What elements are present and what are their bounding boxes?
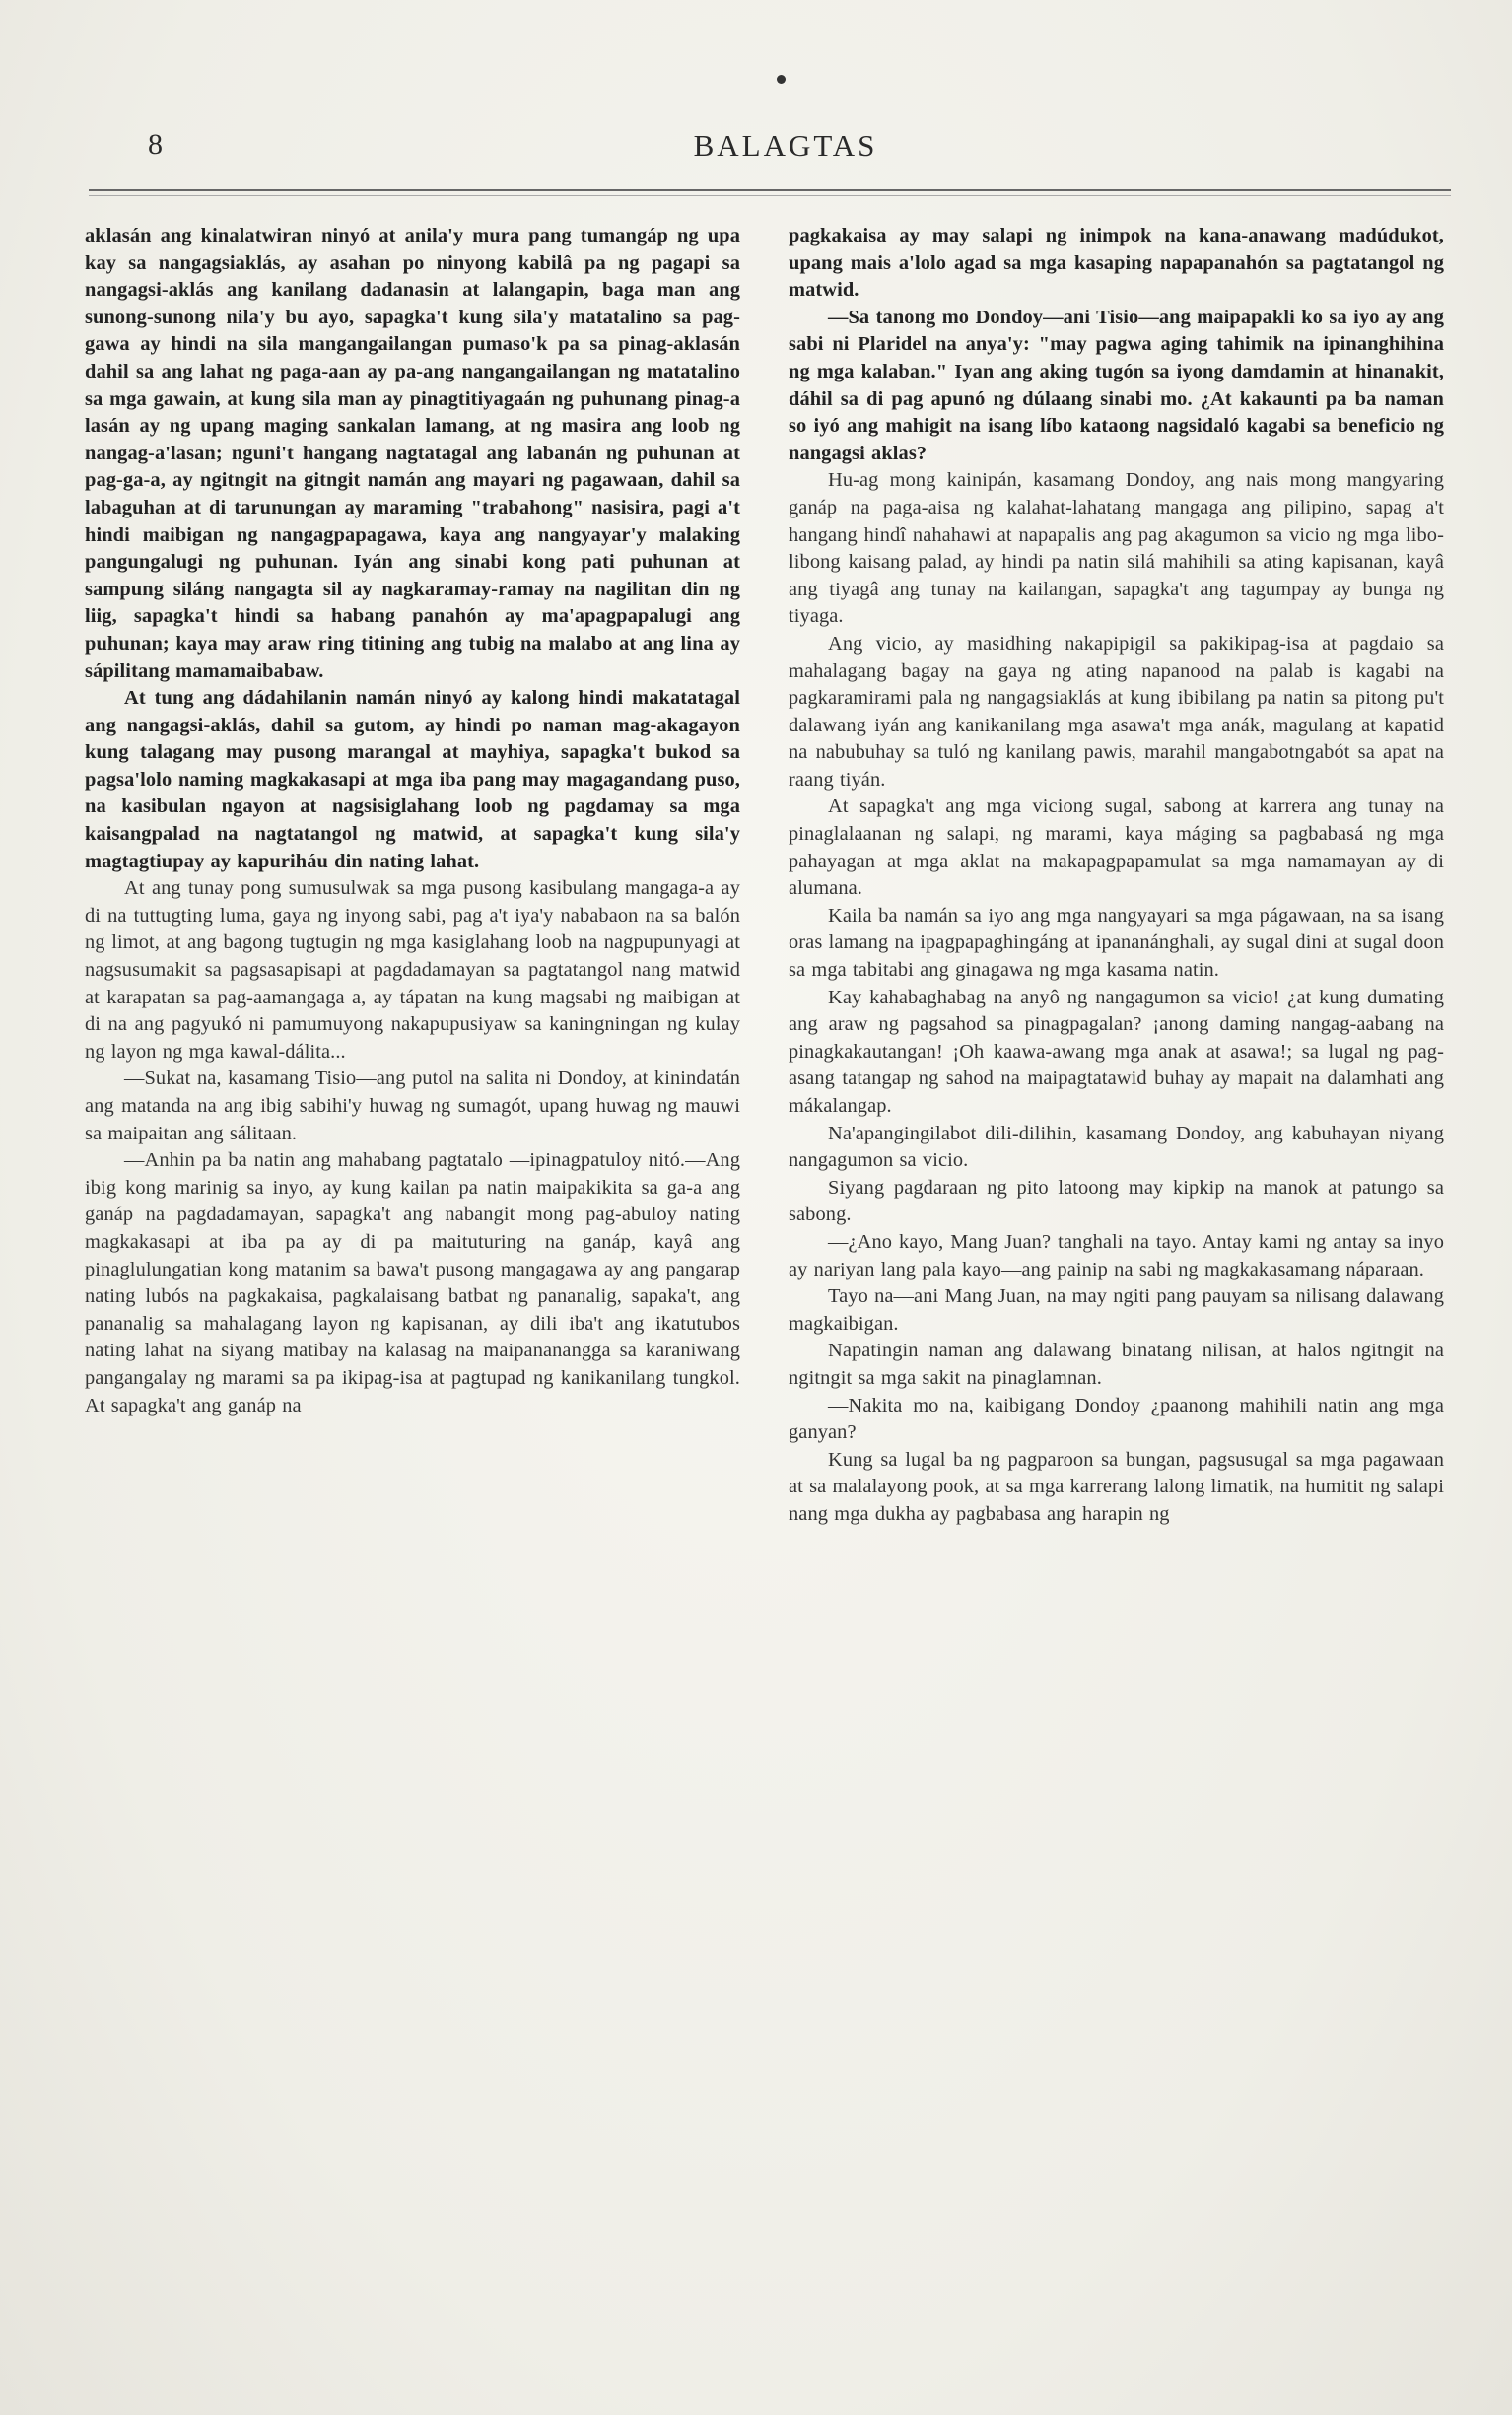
page-header: [148, 122, 1423, 172]
paragraph: —¿Ano kayo, Mang Juan? tanghali na tayo. Antay kami ng antay sa inyo ay nariyan lang pala kayo—ang painip na sabi ng magkakasamang náparaan.: [789, 1230, 1444, 1280]
paragraph: pagkakaisa ay may salapi ng inimpok na kana-anawang madúdukot, upang mais a'lolo agad sa mga kasaping napapanahón sa pagtatangol ng matwid.: [789, 225, 1444, 302]
paragraph: At sapagka't ang mga viciong sugal, sabong at karrera ang tunay na pinaglalaanan ng salapi, ng marami, kaya máging sa pagbabasá ng mga pahayagan at mga aklat na makapagpapamulat sa mga namamayan ay di alumana.: [789, 795, 1444, 900]
left-column: [85, 223, 740, 1419]
page-number: 8: [148, 128, 164, 161]
header-rule-thin: [89, 195, 1451, 196]
right-column: [789, 223, 1444, 1529]
paragraph: Kaila ba namán sa iyo ang mga nangyayari sa mga págawaan, na sa isang oras lamang na ipagpapaghingáng at ipananánghali, ay sugal dini at sugal doon sa mga tabitabi ang ginagawa ng mga kasama natin.: [789, 904, 1444, 982]
paragraph: aklasán ang kinalatwiran ninyó at anila'y mura pang tumangáp ng upa kay sa nangagsiaklás, ay asahan po ninyong kabilâ pa ng pagapi sa nangagsi-aklás ang kanilang dadanasin at lalangapin, baga man ang sunong-sunong nila'y bu ayo, sapagka't kung sila'y matatalino sa pag-gawa ay hindi na sila mangangailangan pumaso'k pa sa pinag-aklasán dahil sa ang lahat ng paga-aan ay pa-ang nangangailangan ng matatalino sa mga gawain, at kung sila man ay pinagtitiyagaán ng puhunang pinag-a lasán ay ng upang maging sankalan lamang, at ng masira ang loob ng nangag-a'lasan; nguni't hangang nagtatagal ang labanán ng puhunan at pag-ga-a, ay ngitngit na gitngit namán ang mayari ng pagawaan, dahil sa labaguhan at di tarunungan ay maraming "trabahong" nasisira, pagi a't hindi maibigan ng nangagpapagawa, kaya ang nangyayar'y malaking pangungalugi ng puhunan. Iyán ang sinabi kong pati puhunan at sampung siláng nangagta sil ay nagkaramay-ramay na nagilitan din ng liig, sapagka't hindi sa habang panahón ay ma'apagpapalugi ang puhunan; kaya may araw ring titining ang tubig na malabo at ang lina ay sápilitang mamamaibabaw.: [85, 225, 740, 682]
paragraph: Siyang pagdaraan ng pito latoong may kipkip na manok at patungo sa sabong.: [789, 1176, 1444, 1226]
paragraph: At ang tunay pong sumusulwak sa mga pusong kasibulang mangaga-a ay di na tuttugting luma, gaya ng inyong sabi, pag a't iya'y nababaon na sa balón ng limot, at ang bagong tugtugin ng mga kasiglahang loob na nagpupunyagi at nagsusumakit sa pagsasapisapi at pagdadamayan sa pagtatangol nang matwid at karapatan sa pag-aamangaga a, ay tápatan na kung magsabi ng maibigan at di na ang pagyukó ni pamumuyong nakapupusiyaw sa kaningningan ng kulay ng layon ng mga kawal-dálita...: [85, 877, 740, 1063]
paragraph: —Nakita mo na, kaibigang Dondoy ¿paanong mahihili natin ang mga ganyan?: [789, 1394, 1444, 1444]
print-dot-mark: [777, 75, 786, 84]
paragraph: Na'apangingilabot dili-dilihin, kasamang Dondoy, ang kabuhayan niyang nangagumon sa vicio.: [789, 1122, 1444, 1172]
paragraph: At tung ang dádahilanin namán ninyó ay kalong hindi makatatagal ang nangagsi-aklás, dahil sa gutom, ay hindi po naman mag-akagayon kung talagang may pusong marangal at mayhiya, sapagka't bukod sa pagsa'lolo naming magkakasapi at mga iba pang may magagandang puso, na kasibulan ngayon at nagsisiglahang loob ng pagdamay sa mga kaisangpalad na nagtatangol ng matwid, at sapagka't kung sila'y magtagtiupay ay kapuriháu din nating lahat.: [85, 687, 740, 872]
paragraph: Hu-ag mong kainipán, kasamang Dondoy, ang nais mong mangyaring ganáp na paga-aisa ng kalahat-lahatang mangaga ang pilipino, sapag a't hangang hindî nahahawi at napapalis ang pag akagumon sa vicio ng mga libo-libong kaisang palad, ay hindi pa natin silá mahihili sa ating kapisanan, kayâ ang tiyagâ ang tunay na kailangan, sapagka't ang tagumpay ay bunga ng tiyaga.: [789, 469, 1444, 628]
header-rule: [89, 189, 1451, 191]
paragraph: —Anhin pa ba natin ang mahabang pagtatalo —ipinagpatuloy nitó.—Ang ibig kong marinig sa inyo, ay kung kailan pa natin maipakikita sa ga-a ang ganáp na pagdadamayan, sapagka't ang nabangit mong pag-abuloy nating magkakasapi at iba pa ay di pa maituturing na ganáp, kayâ ang pinaglulungatian kong matanim sa bawa't pusong mangagawa ay ang pangarap nating lubós na pagkakaisa, pagkalaisang batbat ng pananalig, sapaka't, ang pananalig sa mahalagang layon ng kapisanan, ay dili iba't ang ikatutubos nating lahat na siyang matibay na kalasag na maipananangga sa karaniwang pangangalay ng marami sa pa ikipag-isa at pagtupad ng kanikanilang tungkol. At sapagka't ang ganáp na: [85, 1149, 740, 1416]
paragraph: —Sa tanong mo Dondoy—ani Tisio—ang maipapakli ko sa iyo ay ang sabi ni Plaridel na anya'y: "may pagwa aging tahimik na ipinanghihina ng mga kalaban." Iyan ang aking tugón sa iyong damdamin at hinanakit, dáhil sa di pag apunó ng dúlaang sinabi mo. ¿At kakaunti pa ba naman so iyó ang mahigit na isang líbo kataong nagsidaló kagabi sa beneficio ng nangagsi aklas?: [789, 306, 1444, 464]
paragraph: Ang vicio, ay masidhing nakapipigil sa pakikipag-isa at pagdaio sa mahalagang bagay na gaya ng ating napanood na palab is kagabi na pagkaramirami pala ng nangagsiaklás at kung ibibilang pa natin sa pitong pu't dalawang iyán ang kanikanilang mga asawa't mga anák, magulang at kapatid na nabubuhay sa tuló ng kanilang pawis, marahil mangabotngabót sa apat na raang tiyán.: [789, 632, 1444, 791]
article-body: [85, 223, 1455, 2372]
paragraph: Kung sa lugal ba ng pagparoon sa bungan, pagsusugal sa mga pagawaan at sa malalayong pook, at sa mga karrerang lalong limatik, na humitit ng salapi nang mga dukha ay pagbabasa ang harapin ng: [789, 1448, 1444, 1525]
paragraph: —Sukat na, kasamang Tisio—ang putol na salita ni Dondoy, at kinindatán ang matanda na ang ibig sabihi'y huwag ng sumagót, upang huwag ng mauwi sa maipaitan ang sálitaan.: [85, 1068, 740, 1144]
paragraph: Kay kahabaghabag na anyô ng nangagumon sa vicio! ¿at kung dumating ang araw ng pagsahod sa pinagpagalan? ¡anong daming nangag-aabang na pinagkakautangan! ¡Oh kaawa-awang mga anak at asawa!; sa lugal ng pag-asang tatangap ng sahod na maipagtatawid buhay ay mapait na dalamhati ang mákalangap.: [789, 986, 1444, 1117]
running-title: BALAGTAS: [693, 128, 878, 163]
paragraph: Napatingin naman ang dalawang binatang nilisan, at halos ngitngit na ngitngit sa mga sakit na pinaglamnan.: [789, 1340, 1444, 1389]
paragraph: Tayo na—ani Mang Juan, na may ngiti pang pauyam sa nilisang dalawang magkaibigan.: [789, 1285, 1444, 1335]
